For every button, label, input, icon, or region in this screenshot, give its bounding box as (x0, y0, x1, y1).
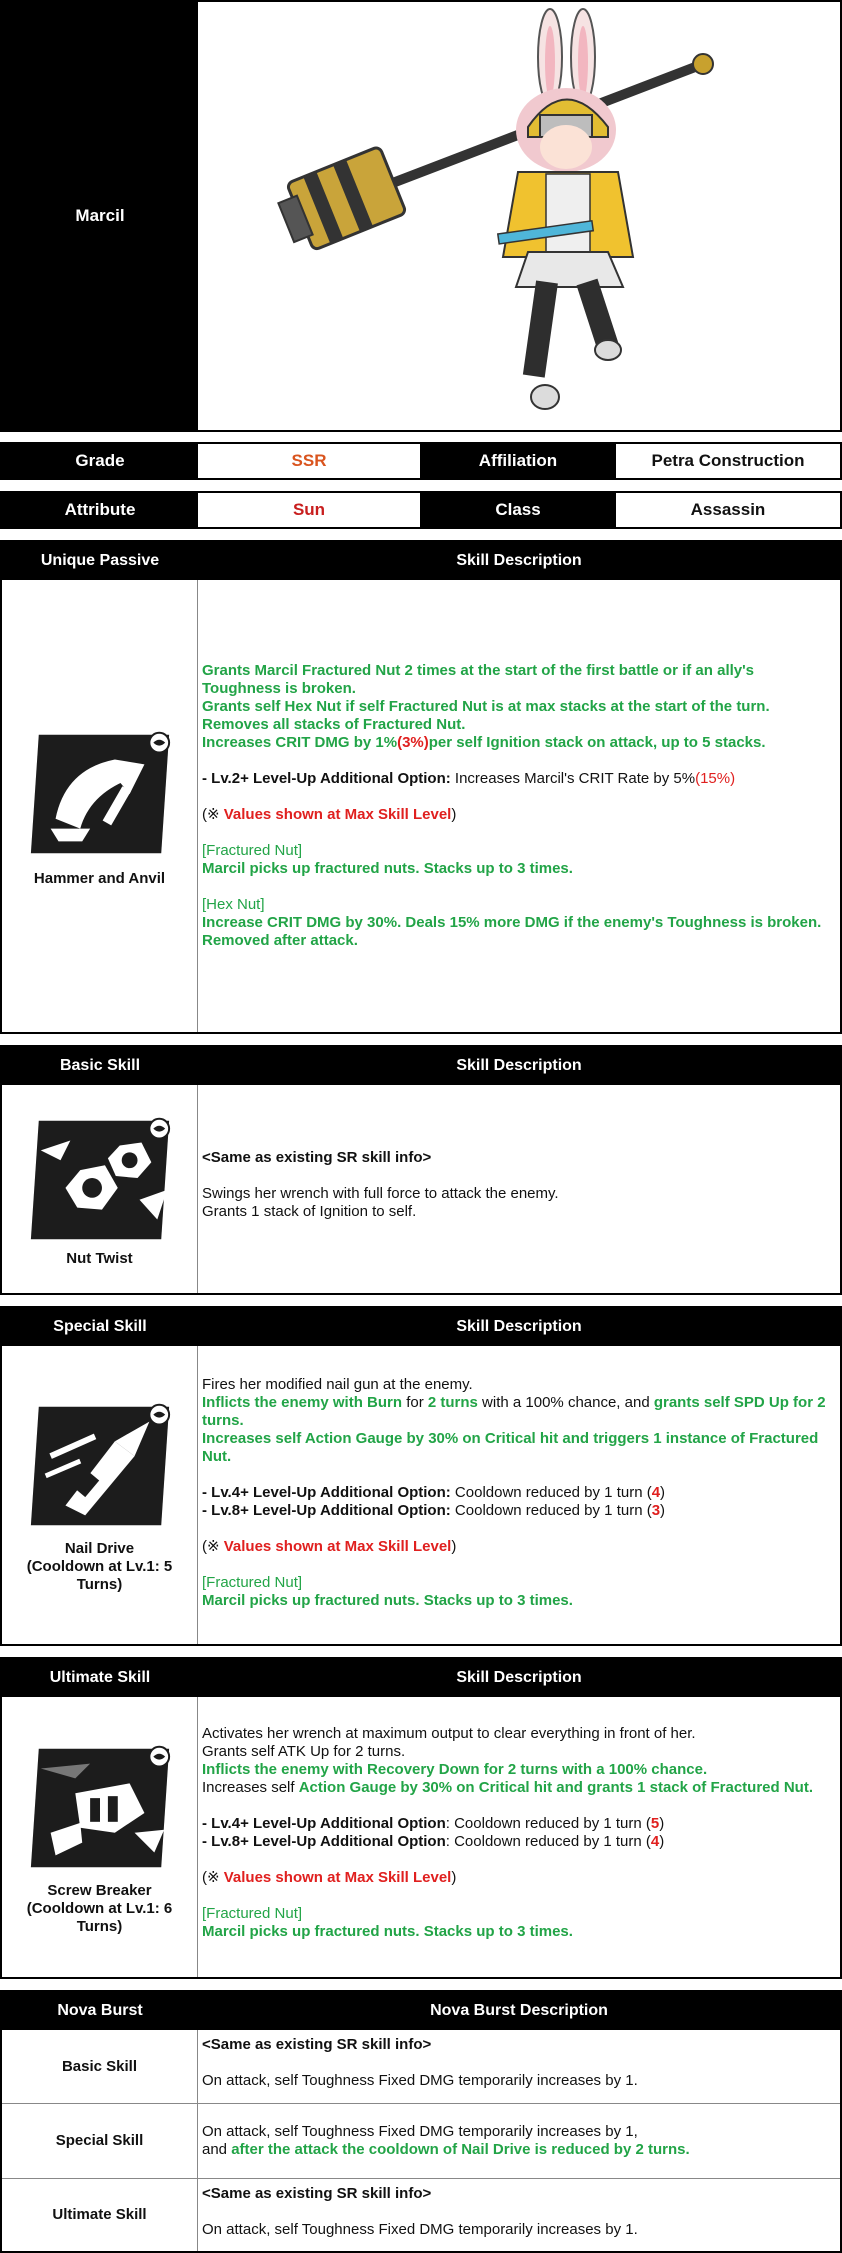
ultimate-desc-header: Skill Description (456, 1669, 582, 1686)
special-desc-2 (202, 1394, 836, 1430)
nova-row-label: Special Skill (55, 2132, 144, 2149)
nova-section (0, 1990, 842, 2253)
special-desc-3: Increases self Action Gauge by 30% on Critical hit and triggers 1 instance of Fractured Nut. (202, 1430, 819, 1465)
special-note (202, 1538, 836, 1556)
passive-description (198, 580, 840, 1032)
ultimate-lv8 (202, 1833, 836, 1851)
passive-lv-text: Increases Marcil's CRIT Rate by 5% (454, 770, 696, 787)
nova-row-ultimate (2, 2179, 840, 2251)
ultimate-lv4-text: : Cooldown reduced by 1 turn ( (445, 1815, 651, 1832)
special-fn-title: [Fractured Nut] (202, 1574, 303, 1591)
class-label: Class (420, 493, 616, 527)
special-description (198, 1346, 840, 1644)
nova-row-line-2-a: and (202, 2141, 232, 2158)
ultimate-note-c: ) (451, 1869, 457, 1886)
ultimate-lv8-close: ) (659, 1833, 665, 1850)
affiliation-value: Petra Construction (616, 444, 840, 478)
passive-hn-title: [Hex Nut] (202, 896, 265, 913)
special-skill-name: Nail Drive (64, 1540, 135, 1557)
nova-desc-header: Nova Burst Description (430, 2002, 608, 2019)
ultimate-note-b: Values shown at Max Skill Level (223, 1869, 452, 1886)
special-header: Special Skill (53, 1318, 147, 1335)
special-lv8-label: - Lv.8+ Level-Up Additional Option: (202, 1502, 455, 1519)
basic-header: Basic Skill (59, 1057, 141, 1074)
passive-skill-name: Hammer and Anvil (33, 870, 166, 887)
passive-fn-text: Marcil picks up fractured nuts. Stacks up to 3 times. (202, 860, 573, 877)
special-desc-2-e: grants self SPD Up for 2 turns. (202, 1394, 826, 1429)
special-lv4-close: ) (660, 1484, 666, 1501)
nut-twist-icon (21, 1110, 179, 1250)
special-lv4 (202, 1484, 836, 1502)
ultimate-lv8-text: : Cooldown reduced by 1 turn ( (445, 1833, 651, 1850)
passive-lv-value: (15%) (695, 770, 736, 787)
nova-row-line-2 (202, 2141, 836, 2159)
passive-note-b: Values shown at Max Skill Level (223, 806, 452, 823)
passive-note-c: ) (451, 806, 457, 823)
hammer-and-anvil-icon (21, 724, 179, 864)
character-portrait (198, 2, 840, 430)
passive-lv-label: - Lv.2+ Level-Up Additional Option: (202, 770, 455, 787)
ultimate-section (0, 1657, 842, 1979)
attribute-value: Sun (198, 493, 420, 527)
special-lv8-close: ) (660, 1502, 666, 1519)
nova-row-line-2: On attack, self Toughness Fixed DMG temporarily increases by 1. (202, 2221, 638, 2238)
ultimate-desc-4-a: Increases self (202, 1779, 299, 1796)
ultimate-lv8-value: 4 (650, 1833, 660, 1850)
affiliation-label: Affiliation (420, 444, 616, 478)
passive-hn-text-1: Increase CRIT DMG by 30%. Deals 15% more DMG if the enemy's Toughness is broken. (202, 914, 822, 931)
special-fn-text: Marcil picks up fractured nuts. Stacks up to 3 times. (202, 1592, 573, 1609)
passive-note (202, 806, 836, 824)
nova-row-line-1: <Same as existing SR skill info> (202, 2185, 432, 2202)
passive-note-a: (※ (202, 806, 224, 823)
passive-desc-header: Skill Description (456, 552, 582, 569)
ultimate-cooldown: (Cooldown at Lv.1: 6 Turns) (26, 1900, 173, 1935)
ultimate-desc-4-b: Action Gauge by 30% on Critical hit and grants 1 stack of Fractured Nut. (298, 1779, 813, 1796)
grade-value: SSR (198, 444, 420, 478)
nova-row-basic (2, 2030, 840, 2104)
character-name: Marcil (75, 206, 125, 225)
character-block (0, 0, 842, 432)
ultimate-lv4-close: ) (659, 1815, 665, 1832)
ultimate-note (202, 1869, 836, 1887)
ultimate-desc-2: Grants self ATK Up for 2 turns. (202, 1743, 406, 1760)
basic-desc-1: Swings her wrench with full force to attack the enemy. (202, 1185, 559, 1202)
basic-desc-2: Grants 1 stack of Ignition to self. (202, 1203, 417, 1220)
ultimate-header: Ultimate Skill (49, 1669, 151, 1686)
nova-row-line-2: On attack, self Toughness Fixed DMG temporarily increases by 1. (202, 2072, 638, 2089)
special-note-b: Values shown at Max Skill Level (223, 1538, 452, 1555)
special-icon-cell (2, 1346, 198, 1644)
ultimate-lv4-value: 5 (650, 1815, 660, 1832)
class-value: Assassin (616, 493, 840, 527)
special-desc-header: Skill Description (456, 1318, 582, 1335)
passive-hn-text-2: Removed after attack. (202, 932, 358, 949)
passive-icon-cell (2, 580, 198, 1032)
ultimate-desc-3: Inflicts the enemy with Recovery Down for 2 turns with a 100% chance. (202, 1761, 708, 1778)
ultimate-fn-text: Marcil picks up fractured nuts. Stacks up to 3 times. (202, 1923, 573, 1940)
character-illustration (198, 2, 840, 430)
passive-line-4-a: Increases CRIT DMG by 1% (202, 734, 398, 751)
special-lv8-text: Cooldown reduced by 1 turn ( (454, 1502, 652, 1519)
passive-line-4-c: per self Ignition stack on attack, up to 5 stacks. (428, 734, 766, 751)
nova-row-line-2-b: after the attack the cooldown of Nail Drive is reduced by 2 turns. (231, 2141, 690, 2158)
special-desc-2-c: 2 turns (427, 1394, 478, 1411)
special-lv4-label: - Lv.4+ Level-Up Additional Option: (202, 1484, 455, 1501)
special-lv8-value: 3 (651, 1502, 661, 1519)
special-desc-2-a: Inflicts the enemy with Burn (202, 1394, 403, 1411)
nova-row-line-1: On attack, self Toughness Fixed DMG temporarily increases by 1, (202, 2123, 638, 2140)
special-section (0, 1306, 842, 1646)
basic-section (0, 1045, 842, 1295)
basic-skill-name: Nut Twist (66, 1250, 133, 1267)
ultimate-skill-name: Screw Breaker (47, 1882, 152, 1899)
nova-header: Nova Burst (57, 2002, 143, 2019)
grade-label: Grade (2, 444, 198, 478)
screw-breaker-icon (21, 1738, 179, 1878)
special-lv8 (202, 1502, 836, 1520)
special-note-c: ) (451, 1538, 457, 1555)
ultimate-fn-title: [Fractured Nut] (202, 1905, 303, 1922)
ultimate-desc-1: Activates her wrench at maximum output to clear everything in front of her. (202, 1725, 696, 1742)
ultimate-lv8-label: - Lv.8+ Level-Up Additional Option (202, 1833, 446, 1850)
passive-line-4-value: (3%) (397, 734, 429, 751)
nova-row-label: Ultimate Skill (52, 2206, 147, 2223)
passive-line-1: Grants Marcil Fractured Nut 2 times at the start of the first battle or if an ally's Toughness is broken. (202, 662, 755, 697)
ultimate-lv4 (202, 1815, 836, 1833)
nail-drive-icon (21, 1396, 179, 1536)
special-cooldown: (Cooldown at Lv.1: 5 Turns) (26, 1558, 173, 1593)
basic-desc-header: Skill Description (456, 1057, 582, 1074)
attribute-label: Attribute (2, 493, 198, 527)
special-desc-1: Fires her modified nail gun at the enemy. (202, 1376, 473, 1393)
passive-line-4 (202, 734, 836, 752)
special-desc-2-b: for (402, 1394, 428, 1411)
nova-row-special (2, 2104, 840, 2179)
passive-fn-title: [Fractured Nut] (202, 842, 303, 859)
special-lv4-value: 4 (651, 1484, 661, 1501)
passive-line-2: Grants self Hex Nut if self Fractured Nut is at max stacks at the start of the turn. (202, 698, 770, 715)
ultimate-icon-cell (2, 1697, 198, 1977)
grade-affiliation-row (0, 442, 842, 480)
nova-row-line-1: <Same as existing SR skill info> (202, 2036, 432, 2053)
ultimate-description (198, 1697, 840, 1977)
ultimate-note-a: (※ (202, 1869, 224, 1886)
special-lv4-text: Cooldown reduced by 1 turn ( (454, 1484, 652, 1501)
special-note-a: (※ (202, 1538, 224, 1555)
ultimate-lv4-label: - Lv.4+ Level-Up Additional Option (202, 1815, 446, 1832)
basic-icon-cell (2, 1085, 198, 1293)
basic-description (198, 1085, 840, 1293)
passive-line-3: Removes all stacks of Fractured Nut. (202, 716, 466, 733)
nova-row-label: Basic Skill (61, 2057, 138, 2075)
attribute-class-row (0, 491, 842, 529)
character-name-cell (2, 2, 198, 430)
ultimate-desc-4 (202, 1779, 836, 1797)
passive-levelup-option (202, 770, 836, 788)
passive-header: Unique Passive (40, 552, 160, 569)
basic-same-note: <Same as existing SR skill info> (202, 1149, 432, 1166)
special-desc-2-d: with a 100% chance, and (477, 1394, 654, 1411)
passive-section (0, 540, 842, 1034)
